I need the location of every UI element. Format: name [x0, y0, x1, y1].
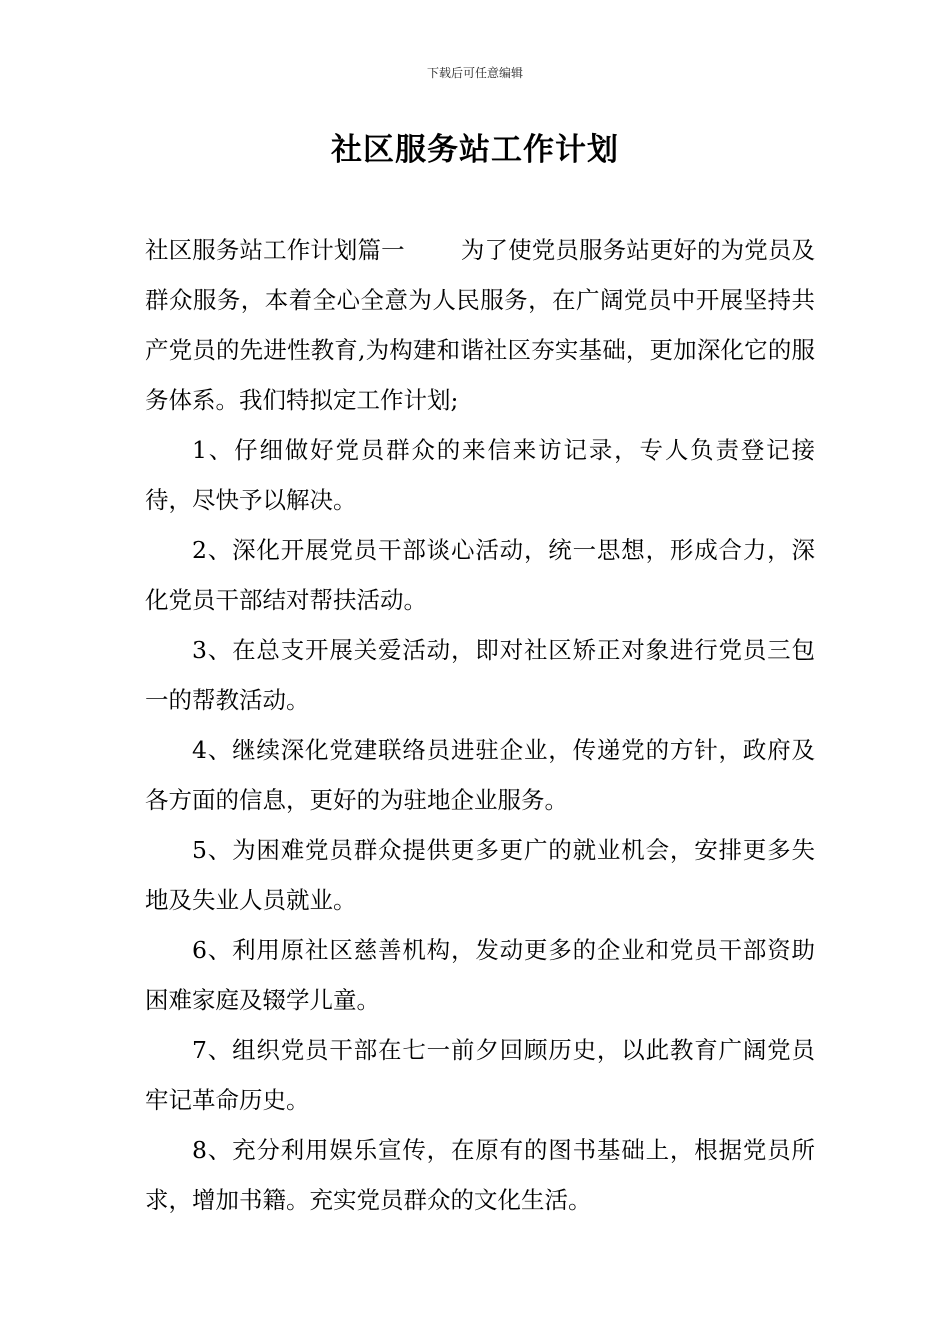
plan-item-8: 8、充分利用娱乐宣传，在原有的图书基础上，根据党员所求，增加书籍。充实党员群众的文化生活。 [145, 1136, 815, 1214]
plan-item-1: 1、仔细做好党员群众的来信来访记录，专人负责登记接待，尽快予以解决。 [145, 436, 815, 514]
intro-lead: 社区服务站工作计划篇一 [145, 236, 405, 264]
plan-item-6: 6、利用原社区慈善机构，发动更多的企业和党员干部资助困难家庭及辍学儿童。 [145, 936, 815, 1014]
page-title: 社区服务站工作计划 [331, 132, 619, 168]
plan-item-4: 4、继续深化党建联络员进驻企业，传递党的方针，政府及各方面的信息，更好的为驻地企业服务。 [145, 736, 815, 814]
plan-item-7: 7、组织党员干部在七一前夕回顾历史，以此教育广阔党员牢记革命历史。 [145, 1036, 815, 1114]
document-body [145, 225, 815, 1225]
intro-text: 为了使党员服务站更好的为党员及群众服务，本着全心全意为人民服务，在广阔党员中开展坚持共产党员的先进性教育,为构建和谐社区夯实基础，更加深化它的服务体系。我们特拟定工作计划; [145, 236, 816, 414]
header-note: 下载后可任意编辑 [426, 66, 523, 80]
plan-item-5: 5、为困难党员群众提供更多更广的就业机会，安排更多失地及失业人员就业。 [145, 836, 815, 914]
plan-item-3: 3、在总支开展关爱活动，即对社区矫正对象进行党员三包一的帮教活动。 [145, 636, 815, 714]
plan-item-2: 2、深化开展党员干部谈心活动，统一思想，形成合力，深化党员干部结对帮扶活动。 [145, 536, 815, 614]
intro-paragraph [145, 225, 815, 425]
